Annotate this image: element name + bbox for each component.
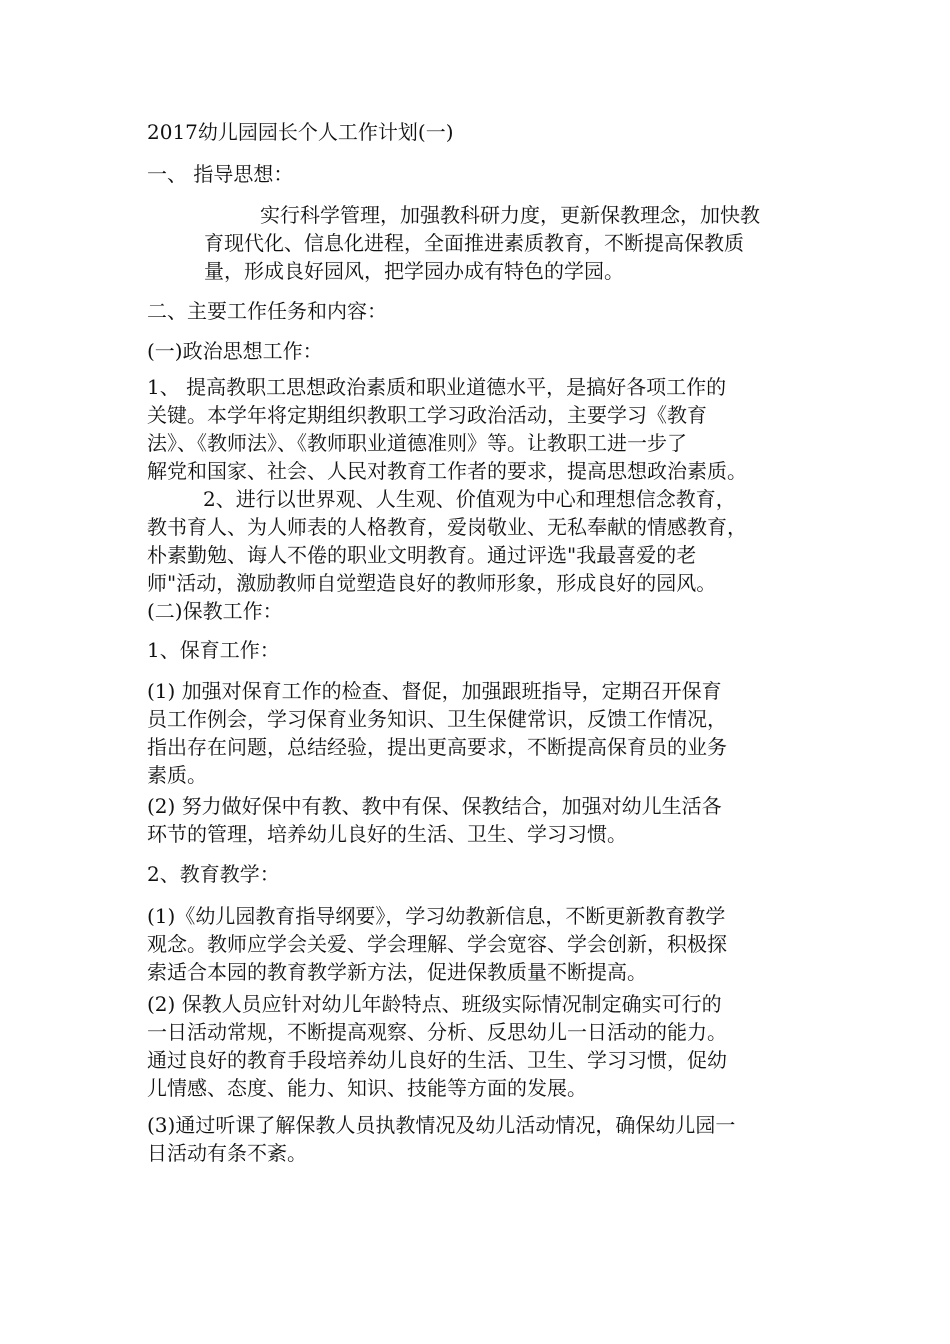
subsection2-heading <box>147 597 807 625</box>
item1-paragraph1-line: (1) 加强对保育工作的检查、督促，加强跟班指导，定期召开保育 <box>147 679 722 703</box>
item2-paragraph1-line: 观念。教师应学会关爱、学会理解、学会宽容、学会创新，积极探 <box>147 932 727 956</box>
subsection1-heading-text: (一)政治思想工作： <box>147 339 323 363</box>
section2-heading-text: 二、主要工作任务和内容： <box>147 299 387 323</box>
item2-heading <box>147 860 807 888</box>
item2-paragraph3 <box>147 1111 807 1167</box>
section1-body-line: 实行科学管理，加强教科研力度，更新保教理念，加快教 <box>260 203 760 227</box>
item2-paragraph2-line: (2) 保教人员应针对幼儿年龄特点、班级实际情况制定确实可行的 <box>147 992 722 1016</box>
item1-paragraph2 <box>147 792 807 848</box>
section1-heading <box>147 160 807 188</box>
document-title-text: 2017幼儿园园长个人工作计划(一) <box>147 120 454 144</box>
subsection1-body-line: 教书育人、为人师表的人格教育，爱岗敬业、无私奉献的情感教育， <box>147 515 747 539</box>
subsection2-heading-text: (二)保教工作： <box>147 599 283 623</box>
item1-paragraph1-line: 素质。 <box>147 763 207 787</box>
item2-paragraph2-line: 一日活动常规，不断提高观察、分析、反思幼儿一日活动的能力。 <box>147 1020 727 1044</box>
subsection1-body-line: 解党和国家、社会、人民对教育工作者的要求，提高思想政治素质。 <box>147 459 747 483</box>
item2-paragraph1 <box>147 902 807 986</box>
item2-paragraph2-line: 通过良好的教育手段培养幼儿良好的生活、卫生、学习习惯，促幼 <box>147 1048 727 1072</box>
item2-paragraph1-line: (1)《幼儿园教育指导纲要》，学习幼教新信息，不断更新教育教学 <box>147 904 726 928</box>
subsection1-body-line: 1、 提高教职工思想政治素质和职业道德水平，是搞好各项工作的 <box>147 375 727 399</box>
subsection1-heading <box>147 337 807 365</box>
item2-paragraph3-line: (3)通过听课了解保教人员执教情况及幼儿活动情况，确保幼儿园一 <box>147 1113 736 1137</box>
item2-paragraph2 <box>147 990 807 1102</box>
section1-body-line: 量，形成良好园风，把学园办成有特色的学园。 <box>204 259 624 283</box>
item2-paragraph1-line: 索适合本园的教育教学新方法，促进保教质量不断提高。 <box>147 960 647 984</box>
item1-paragraph2-line: 环节的管理，培养幼儿良好的生活、卫生、学习习惯。 <box>147 822 627 846</box>
item1-paragraph1-line: 指出存在问题，总结经验，提出更高要求，不断提高保育员的业务 <box>147 735 727 759</box>
section1-body <box>204 201 814 285</box>
subsection1-body-line: 师"活动，激励教师自觉塑造良好的教师形象，形成良好的园风。 <box>147 571 717 595</box>
item1-heading-text: 1、保育工作： <box>147 638 280 662</box>
section1-body-line: 育现代化、信息化进程，全面推进素质教育，不断提高保教质 <box>204 231 744 255</box>
subsection1-body <box>147 373 807 597</box>
item1-heading <box>147 636 807 664</box>
section1-heading-text: 一、 指导思想： <box>147 162 294 186</box>
item2-paragraph2-line: 儿情感、态度、能力、知识、技能等方面的发展。 <box>147 1076 587 1100</box>
item1-paragraph2-line: (2) 努力做好保中有教、教中有保、保教结合，加强对幼儿生活各 <box>147 794 722 818</box>
item2-heading-text: 2、教育教学： <box>147 862 280 886</box>
item1-paragraph1-line: 员工作例会，学习保育业务知识、卫生保健常识，反馈工作情况， <box>147 707 727 731</box>
subsection1-body-line: 关键。本学年将定期组织教职工学习政治活动，主要学习《教育 <box>147 403 707 427</box>
document-title <box>147 118 807 146</box>
item1-paragraph1 <box>147 677 807 789</box>
subsection1-body-line: 法》、《教师法》、《教师职业道德准则》等。让教职工进一步了 <box>147 431 687 455</box>
subsection1-body-line: 2、进行以世界观、人生观、价值观为中心和理想信念教育， <box>203 487 736 511</box>
item2-paragraph3-line: 日活动有条不紊。 <box>147 1141 307 1165</box>
section2-heading <box>147 297 807 325</box>
subsection1-body-line: 朴素勤勉、诲人不倦的职业文明教育。通过评选"我最喜爱的老 <box>147 543 697 567</box>
